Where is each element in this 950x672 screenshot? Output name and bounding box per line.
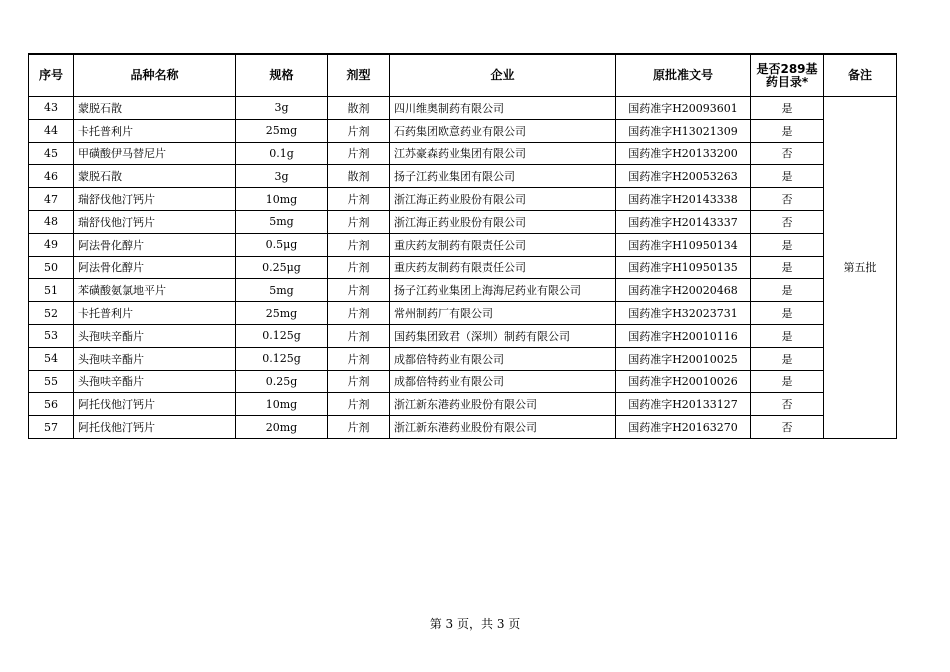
cell-spec: 10mg (236, 393, 328, 416)
cell-dosage-form: 片剂 (328, 393, 390, 416)
cell-essential-drug: 是 (751, 279, 824, 302)
cell-company: 扬子江药业集团有限公司 (390, 165, 616, 188)
cell-approval-number: 国药准字H20133127 (616, 393, 751, 416)
drug-list-table (28, 53, 897, 439)
cell-approval-number: 国药准字H10950135 (616, 256, 751, 279)
cell-approval-number: 国药准字H20010026 (616, 370, 751, 393)
cell-index: 43 (29, 97, 74, 120)
cell-approval-number: 国药准字H20143337 (616, 210, 751, 233)
cell-essential-drug: 是 (751, 324, 824, 347)
header-company: 企业 (390, 54, 616, 97)
cell-approval-number: 国药准字H32023731 (616, 302, 751, 325)
cell-dosage-form: 片剂 (328, 256, 390, 279)
cell-index: 55 (29, 370, 74, 393)
cell-company: 浙江海正药业股份有限公司 (390, 210, 616, 233)
cell-essential-drug: 是 (751, 165, 824, 188)
cell-spec: 5mg (236, 279, 328, 302)
table-row (29, 347, 897, 370)
cell-company: 浙江海正药业股份有限公司 (390, 188, 616, 211)
cell-dosage-form: 片剂 (328, 210, 390, 233)
cell-drug-name: 阿托伐他汀钙片 (74, 416, 236, 439)
table-row (29, 302, 897, 325)
cell-essential-drug: 是 (751, 97, 824, 120)
cell-index: 48 (29, 210, 74, 233)
table-row (29, 210, 897, 233)
cell-essential-drug: 是 (751, 119, 824, 142)
cell-drug-name: 蒙脱石散 (74, 97, 236, 120)
cell-essential-drug: 否 (751, 142, 824, 165)
cell-remark: 第五批 (824, 97, 897, 439)
cell-spec: 5mg (236, 210, 328, 233)
cell-company: 浙江新东港药业股份有限公司 (390, 393, 616, 416)
cell-drug-name: 卡托普利片 (74, 119, 236, 142)
cell-spec: 0.125g (236, 324, 328, 347)
cell-spec: 10mg (236, 188, 328, 211)
table-row (29, 119, 897, 142)
cell-approval-number: 国药准字H20133200 (616, 142, 751, 165)
cell-index: 56 (29, 393, 74, 416)
cell-approval-number: 国药准字H20053263 (616, 165, 751, 188)
cell-company: 常州制药厂有限公司 (390, 302, 616, 325)
cell-spec: 0.1g (236, 142, 328, 165)
cell-drug-name: 蒙脱石散 (74, 165, 236, 188)
cell-approval-number: 国药准字H13021309 (616, 119, 751, 142)
cell-spec: 3g (236, 165, 328, 188)
cell-company: 成都倍特药业有限公司 (390, 370, 616, 393)
cell-spec: 0.5μg (236, 233, 328, 256)
cell-dosage-form: 片剂 (328, 416, 390, 439)
cell-drug-name: 瑞舒伐他汀钙片 (74, 188, 236, 211)
cell-index: 57 (29, 416, 74, 439)
cell-drug-name: 卡托普利片 (74, 302, 236, 325)
header-essential-drug-list: 是否289基药目录* (751, 54, 824, 97)
cell-spec: 25mg (236, 119, 328, 142)
cell-dosage-form: 片剂 (328, 370, 390, 393)
cell-spec: 0.25g (236, 370, 328, 393)
cell-spec: 20mg (236, 416, 328, 439)
cell-company: 石药集团欧意药业有限公司 (390, 119, 616, 142)
cell-essential-drug: 是 (751, 347, 824, 370)
cell-spec: 3g (236, 97, 328, 120)
cell-approval-number: 国药准字H20020468 (616, 279, 751, 302)
cell-drug-name: 头孢呋辛酯片 (74, 347, 236, 370)
cell-drug-name: 阿法骨化醇片 (74, 233, 236, 256)
table-row (29, 370, 897, 393)
cell-spec: 0.25μg (236, 256, 328, 279)
table-row (29, 142, 897, 165)
cell-dosage-form: 片剂 (328, 119, 390, 142)
cell-dosage-form: 片剂 (328, 279, 390, 302)
cell-essential-drug: 是 (751, 302, 824, 325)
header-index: 序号 (29, 54, 74, 97)
cell-index: 50 (29, 256, 74, 279)
header-dosage-form: 剂型 (328, 54, 390, 97)
table-row (29, 393, 897, 416)
cell-spec: 0.125g (236, 347, 328, 370)
cell-approval-number: 国药准字H20143338 (616, 188, 751, 211)
cell-dosage-form: 片剂 (328, 302, 390, 325)
cell-drug-name: 头孢呋辛酯片 (74, 370, 236, 393)
cell-company: 重庆药友制药有限责任公司 (390, 233, 616, 256)
cell-approval-number: 国药准字H20093601 (616, 97, 751, 120)
header-approval-number: 原批准文号 (616, 54, 751, 97)
cell-approval-number: 国药准字H20163270 (616, 416, 751, 439)
cell-approval-number: 国药准字H10950134 (616, 233, 751, 256)
table-row (29, 165, 897, 188)
cell-company: 成都倍特药业有限公司 (390, 347, 616, 370)
cell-approval-number: 国药准字H20010025 (616, 347, 751, 370)
cell-index: 54 (29, 347, 74, 370)
cell-drug-name: 阿托伐他汀钙片 (74, 393, 236, 416)
table-row (29, 324, 897, 347)
table-header-row (29, 54, 897, 97)
cell-dosage-form: 片剂 (328, 324, 390, 347)
table-row (29, 256, 897, 279)
cell-index: 49 (29, 233, 74, 256)
header-remark: 备注 (824, 54, 897, 97)
cell-index: 52 (29, 302, 74, 325)
cell-company: 国药集团致君（深圳）制药有限公司 (390, 324, 616, 347)
cell-company: 重庆药友制药有限责任公司 (390, 256, 616, 279)
cell-dosage-form: 片剂 (328, 188, 390, 211)
header-spec: 规格 (236, 54, 328, 97)
cell-index: 45 (29, 142, 74, 165)
table-body (29, 97, 897, 439)
cell-dosage-form: 片剂 (328, 233, 390, 256)
cell-drug-name: 瑞舒伐他汀钙片 (74, 210, 236, 233)
cell-essential-drug: 是 (751, 256, 824, 279)
cell-index: 46 (29, 165, 74, 188)
cell-dosage-form: 片剂 (328, 142, 390, 165)
cell-company: 江苏豪森药业集团有限公司 (390, 142, 616, 165)
cell-company: 浙江新东港药业股份有限公司 (390, 416, 616, 439)
cell-spec: 25mg (236, 302, 328, 325)
page-number: 第 3 页，共 3 页 (429, 617, 521, 631)
table-row (29, 188, 897, 211)
cell-essential-drug: 否 (751, 188, 824, 211)
cell-index: 51 (29, 279, 74, 302)
cell-drug-name: 苯磺酸氨氯地平片 (74, 279, 236, 302)
cell-index: 44 (29, 119, 74, 142)
table-row (29, 97, 897, 120)
cell-drug-name: 头孢呋辛酯片 (74, 324, 236, 347)
cell-dosage-form: 散剂 (328, 165, 390, 188)
cell-drug-name: 阿法骨化醇片 (74, 256, 236, 279)
cell-company: 扬子江药业集团上海海尼药业有限公司 (390, 279, 616, 302)
cell-approval-number: 国药准字H20010116 (616, 324, 751, 347)
cell-essential-drug: 是 (751, 370, 824, 393)
table-row (29, 279, 897, 302)
cell-index: 47 (29, 188, 74, 211)
cell-essential-drug: 是 (751, 233, 824, 256)
table-row (29, 233, 897, 256)
cell-index: 53 (29, 324, 74, 347)
cell-company: 四川维奥制药有限公司 (390, 97, 616, 120)
cell-essential-drug: 否 (751, 416, 824, 439)
cell-essential-drug: 否 (751, 210, 824, 233)
table-row (29, 416, 897, 439)
cell-drug-name: 甲磺酸伊马替尼片 (74, 142, 236, 165)
cell-dosage-form: 散剂 (328, 97, 390, 120)
cell-dosage-form: 片剂 (328, 347, 390, 370)
cell-essential-drug: 否 (751, 393, 824, 416)
header-drug-name: 品种名称 (74, 54, 236, 97)
